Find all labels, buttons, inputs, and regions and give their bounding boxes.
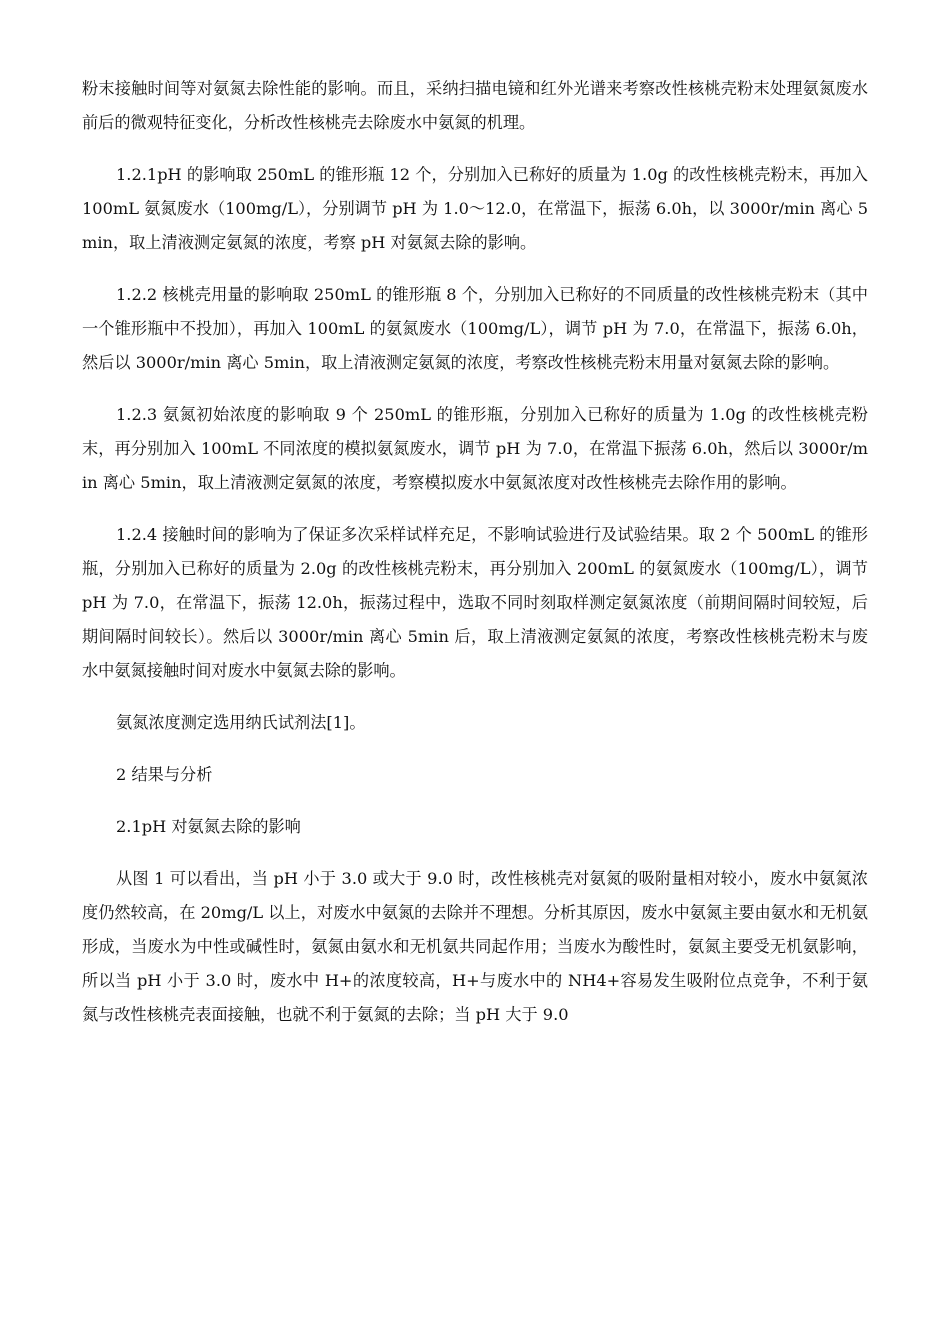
paragraph-continuation: 粉末接触时间等对氨氮去除性能的影响。而且，采纳扫描电镜和红外光谱来考察改性核桃壳粉末处理氨氮废水前后的微观特征变化，分析改性核桃壳去除废水中氨氮的机理。 [82, 79, 868, 132]
paragraph-ph-effect-method: 1.2.1pH 的影响取 250mL 的锥形瓶 12 个，分别加入已称好的质量为 1.0g 的改性核桃壳粉末，再加入 100mL 氨氮废水（100mg/L），分别调节 pH 为 1.0～12.0，在常温下，振荡 6.0h，以 3000r/min 离心 5min，取上清液测定氨氮的浓度，考察 pH 对氨氮去除的影响。 [82, 165, 868, 252]
paragraph-contact-time-method: 1.2.4 接触时间的影响为了保证多次采样试样充足，不影响试验进行及试验结果。取 2 个 500mL 的锥形瓶，分别加入已称好的质量为 2.0g 的改性核桃壳粉末，再分别加入 200mL 的氨氮废水（100mg/L），调节 pH 为 7.0，在常温下，振荡 12.0h，振荡过程中，选取不同时刻取样测定氨氮浓度（前期间隔时间较短，后期间隔时间较长）。然后以 3000r/min 离心 5min 后，取上清液测定氨氮的浓度，考察改性核桃壳粉末与废水中氨氮接触时间对废水中氨氮去除的影响。 [82, 525, 868, 680]
paragraph-dosage-effect-method: 1.2.2 核桃壳用量的影响取 250mL 的锥形瓶 8 个，分别加入已称好的不同质量的改性核桃壳粉末（其中一个锥形瓶中不投加），再加入 100mL 的氨氮废水（100mg/L），调节 pH 为 7.0，在常温下，振荡 6.0h，然后以 3000r/min 离心 5min，取上清液测定氨氮的浓度，考察改性核桃壳粉末用量对氨氮去除的影响。 [82, 285, 868, 372]
subsection-heading-ph: 2.1pH 对氨氮去除的影响 [116, 817, 301, 836]
document-page [82, 72, 868, 1032]
paragraph-measurement-method: 氨氮浓度测定选用纳氏试剂法[1]。 [116, 713, 366, 732]
section-heading-results: 2 结果与分析 [116, 765, 213, 784]
paragraph-ph-results: 从图 1 可以看出，当 pH 小于 3.0 或大于 9.0 时，改性核桃壳对氨氮的吸附量相对较小，废水中氨氮浓度仍然较高，在 20mg/L 以上，对废水中氨氮的去除并不理想。分析其原因，废水中氨氮主要由氨水和无机氨形成，当废水为中性或碱性时，氨氮由氨水和无机氨共同起作用；当废水为酸性时，氨氮主要受无机氨影响，所以当 pH 小于 3.0 时，废水中 H+的浓度较高，H+与废水中的 NH4+容易发生吸附位点竞争，不利于氨氮与改性核桃壳表面接触，也就不利于氨氮的去除；当 pH 大于 9.0 [82, 869, 868, 1024]
paragraph-initial-concentration-method: 1.2.3 氨氮初始浓度的影响取 9 个 250mL 的锥形瓶，分别加入已称好的质量为 1.0g 的改性核桃壳粉末，再分别加入 100mL 不同浓度的模拟氨氮废水，调节 pH 为 7.0，在常温下振荡 6.0h，然后以 3000r/min 离心 5min，取上清液测定氨氮的浓度，考察模拟废水中氨氮浓度对改性核桃壳去除作用的影响。 [82, 405, 868, 492]
